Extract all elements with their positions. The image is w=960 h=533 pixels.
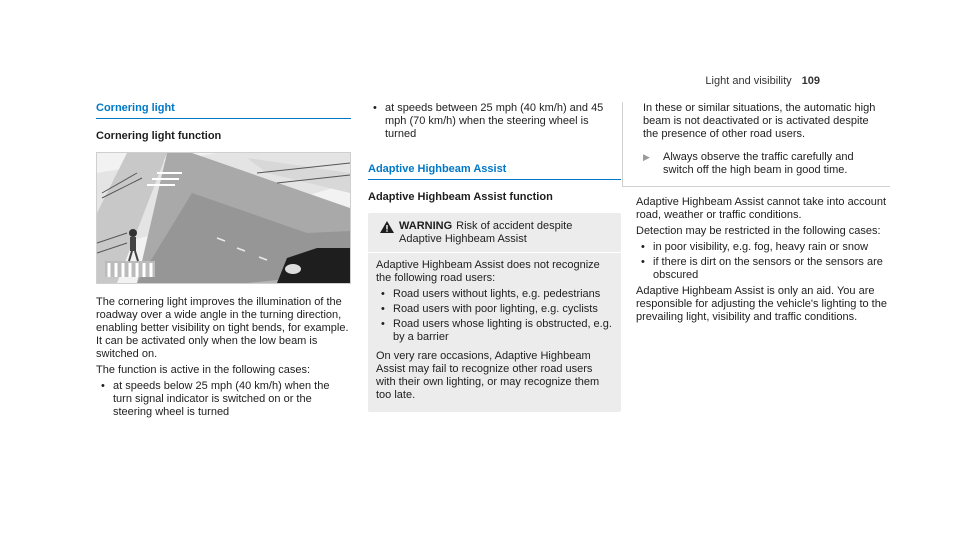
arrow-right-icon: ▶ [643,152,650,162]
action-item [633,151,882,177]
warning-header [368,220,621,253]
paragraph: Adaptive Highbeam Assist cannot take into account road, weather or traffic conditions. [636,196,887,221]
paragraph: The function is active in the following cases: [96,364,311,376]
paragraph: Adaptive Highbeam Assist does not recognize the following road users: [376,259,600,284]
list-item: • if there is dirt on the sensors or the sensors are obscured [636,256,890,282]
column-adaptive-highbeam-continued [636,102,890,327]
warning-box [368,213,621,412]
bullet-list [96,380,351,419]
list-item: • Road users with poor lighting, e.g. cyclists [376,303,613,316]
warning-heading: Risk of accident despite Adaptive Highbeam Assist [399,220,573,245]
column-adaptive-highbeam [368,102,621,412]
column-cornering-light [96,102,351,422]
paragraph: On very rare occasions, Adaptive Highbeam Assist may fail to recognize other road users with their own lighting, or may recognize them too late. [376,350,600,401]
bullet-list [376,288,613,344]
section-title-cornering-light: Cornering light [96,102,351,119]
bullet-list [636,241,890,282]
warning-label: WARNING [399,220,453,232]
action-text: Always observe the traffic carefully and switch off the high beam in good time. [663,151,854,176]
paragraph: In these or similar situations, the automatic high beam is not deactivated or is activated despite the presence of other road users. [643,102,876,140]
bullet-list [368,102,621,141]
list-item: • Road users whose lighting is obstructed, e.g. by a barrier [376,318,613,344]
section-title-adaptive-highbeam: Adaptive Highbeam Assist [368,163,621,180]
page-header [705,75,820,88]
warning-continuation-box [622,102,890,187]
list-item: • in poor visibility, e.g. fog, heavy rain or snow [636,241,890,254]
subsection-title: Adaptive Highbeam Assist function [368,191,553,203]
subsection-title: Cornering light function [96,130,222,142]
section-name: Light and visibility [705,75,792,87]
paragraph: The cornering light improves the illumination of the roadway over a wide angle in the turning direction, enabling better visibility on tight bends, for example. It can be activated only when the low beam is switched on. [96,296,349,360]
warning-triangle-icon [380,221,394,233]
cornering-light-illustration [96,152,351,284]
list-item: • at speeds between 25 mph (40 km/h) and 45 mph (70 km/h) when the steering wheel is turned [368,102,621,141]
list-item: • Road users without lights, e.g. pedestrians [376,288,613,301]
paragraph: Adaptive Highbeam Assist is only an aid. You are responsible for adjusting the vehicle's lighting to the prevailing light, visibility and traffic conditions. [636,285,887,323]
paragraph: Detection may be restricted in the following cases: [636,225,881,237]
list-item: • at speeds below 25 mph (40 km/h) when the turn signal indicator is switched on or the steering wheel is turned [96,380,351,419]
page-number: 109 [801,75,820,87]
